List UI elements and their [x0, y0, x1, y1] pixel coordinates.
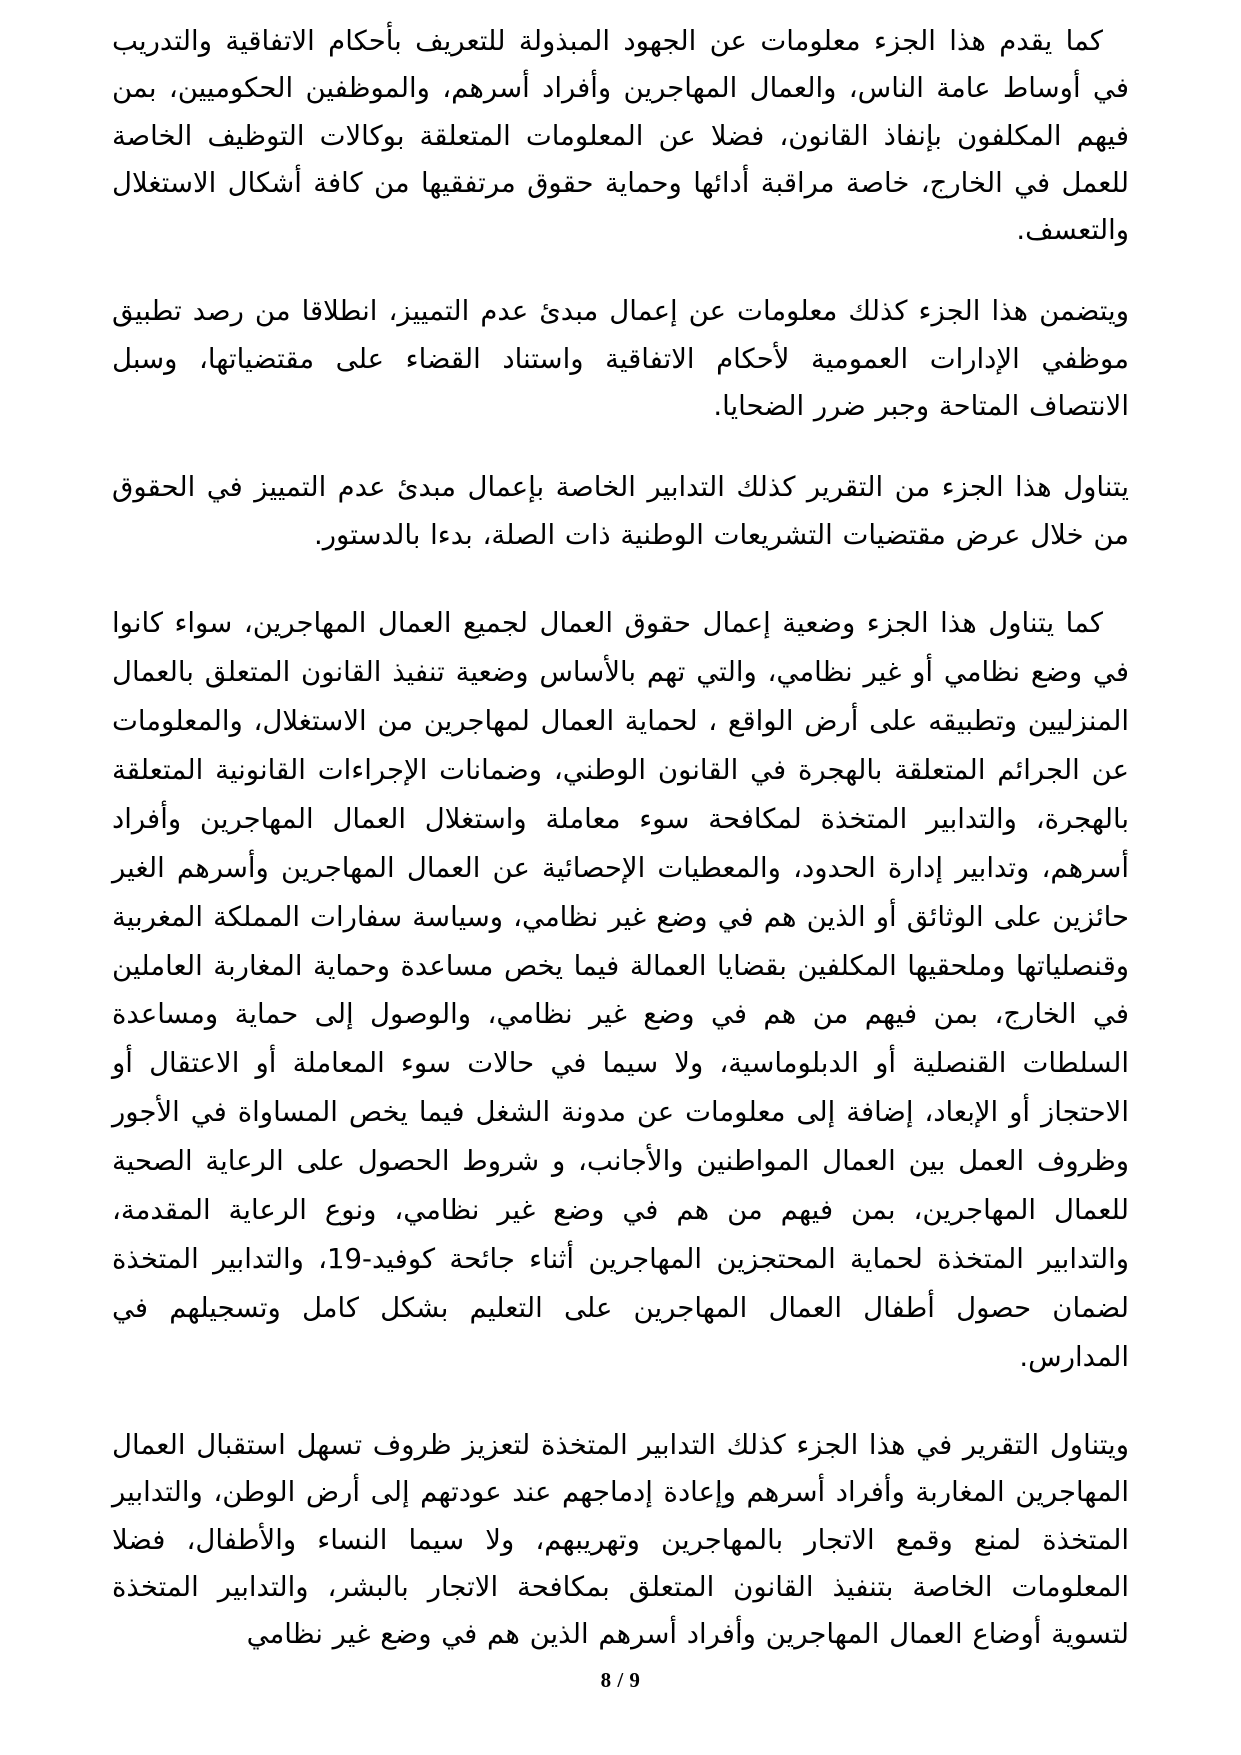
paragraph-2: ويتضمن هذا الجزء كذلك معلومات عن إعمال مبدئ عدم التمييز، انطلاقا من رصد تطبيق موظفي الإدارات العمومية لأحكام الاتفاقية واستناد القضاء على مقتضياتها، وسبل الانتصاف المتاحة وجبر ضرر الضحايا.	[112, 295, 1129, 423]
document-body	[112, 18, 1129, 1658]
paragraph-1: كما يقدم هذا الجزء معلومات عن الجهود المبذولة للتعريف بأحكام الاتفاقية والتدريب في أوساط عامة الناس، والعمال المهاجرين وأفراد أسرهم، والموظفين الحكوميين، بمن فيهم المكلفون بإنفاذ القانون، فضلا عن المعلومات المتعلقة بوكالات التوظيف الخاصة للعمل في الخارج، خاصة مراقبة أدائها وحماية حقوق مرتفقيها من كافة أشكال الاستغلال والتعسف.	[112, 25, 1129, 247]
paragraph-4: كما يتناول هذا الجزء وضعية إعمال حقوق العمال لجميع العمال المهاجرين، سواء كانوا في وضع نظامي أو غير نظامي، والتي تهم بالأساس وضعية تنفيذ القانون المتعلق بالعمال المنزليين وتطبيقه على أرض الواقع ، لحماية العمال لمهاجرين من الاستغلال، والمعلومات عن الجرائم المتعلقة بالهجرة في القانون الوطني، وضمانات الإجراءات القانونية المتعلقة بالهجرة، والتدابير المتخذة لمكافحة سوء معاملة واستغلال العمال المهاجرين وأفراد أسرهم، وتدابير إدارة الحدود، والمعطيات الإحصائية عن العمال المهاجرين وأسرهم الغير حائزين على الوثائق أو الذين هم في وضع غير نظامي، وسياسة سفارات المملكة المغربية وقنصلياتها وملحقيها المكلفين بقضايا العمالة فيما يخص مساعدة وحماية المغاربة العاملين في الخارج، بمن فيهم من هم في وضع غير نظامي، والوصول إلى حماية ومساعدة السلطات القنصلية أو الدبلوماسية، ولا سيما في حالات سوء المعاملة أو الاعتقال أو الاحتجاز أو الإبعاد، إضافة إلى معلومات عن مدونة الشغل فيما يخص المساواة في الأجور وظروف العمل بين العمال المواطنين والأجانب، و شروط الحصول على الرعاية الصحية للعمال المهاجرين، بمن فيهم من هم في وضع غير نظامي، ونوع الرعاية المقدمة، والتدابير المتخذة لحماية المحتجزين المهاجرين أثناء جائحة كوفيد-19، والتدابير المتخذة لضمان حصول أطفال العمال المهاجرين على التعليم بشكل كامل وتسجيلهم في المدارس.	[112, 606, 1129, 1374]
paragraph-5: ويتناول التقرير في هذا الجزء كذلك التدابير المتخذة لتعزيز ظروف تسهل استقبال العمال المهاجرين المغاربة وأفراد أسرهم وإعادة إدماجهم عند عودتهم إلى أرض الوطن، والتدابير المتخذة لمنع وقمع الاتجار بالمهاجرين وتهريبهم، ولا سيما النساء والأطفال، فضلا المعلومات الخاصة بتنفيذ القانون المتعلق بمكافحة الاتجار بالبشر، والتدابير المتخذة لتسوية أوضاع العمال المهاجرين وأفراد أسرهم الذين هم في وضع غير نظامي	[112, 1428, 1129, 1651]
paragraph-3: يتناول هذا الجزء من التقرير كذلك التدابير الخاصة بإعمال مبدئ عدم التمييز في الحقوق من خلال عرض مقتضيات التشريعات الوطنية ذات الصلة، بدءا بالدستور.	[112, 471, 1129, 551]
page-number: 8 / 9	[600, 1668, 641, 1692]
